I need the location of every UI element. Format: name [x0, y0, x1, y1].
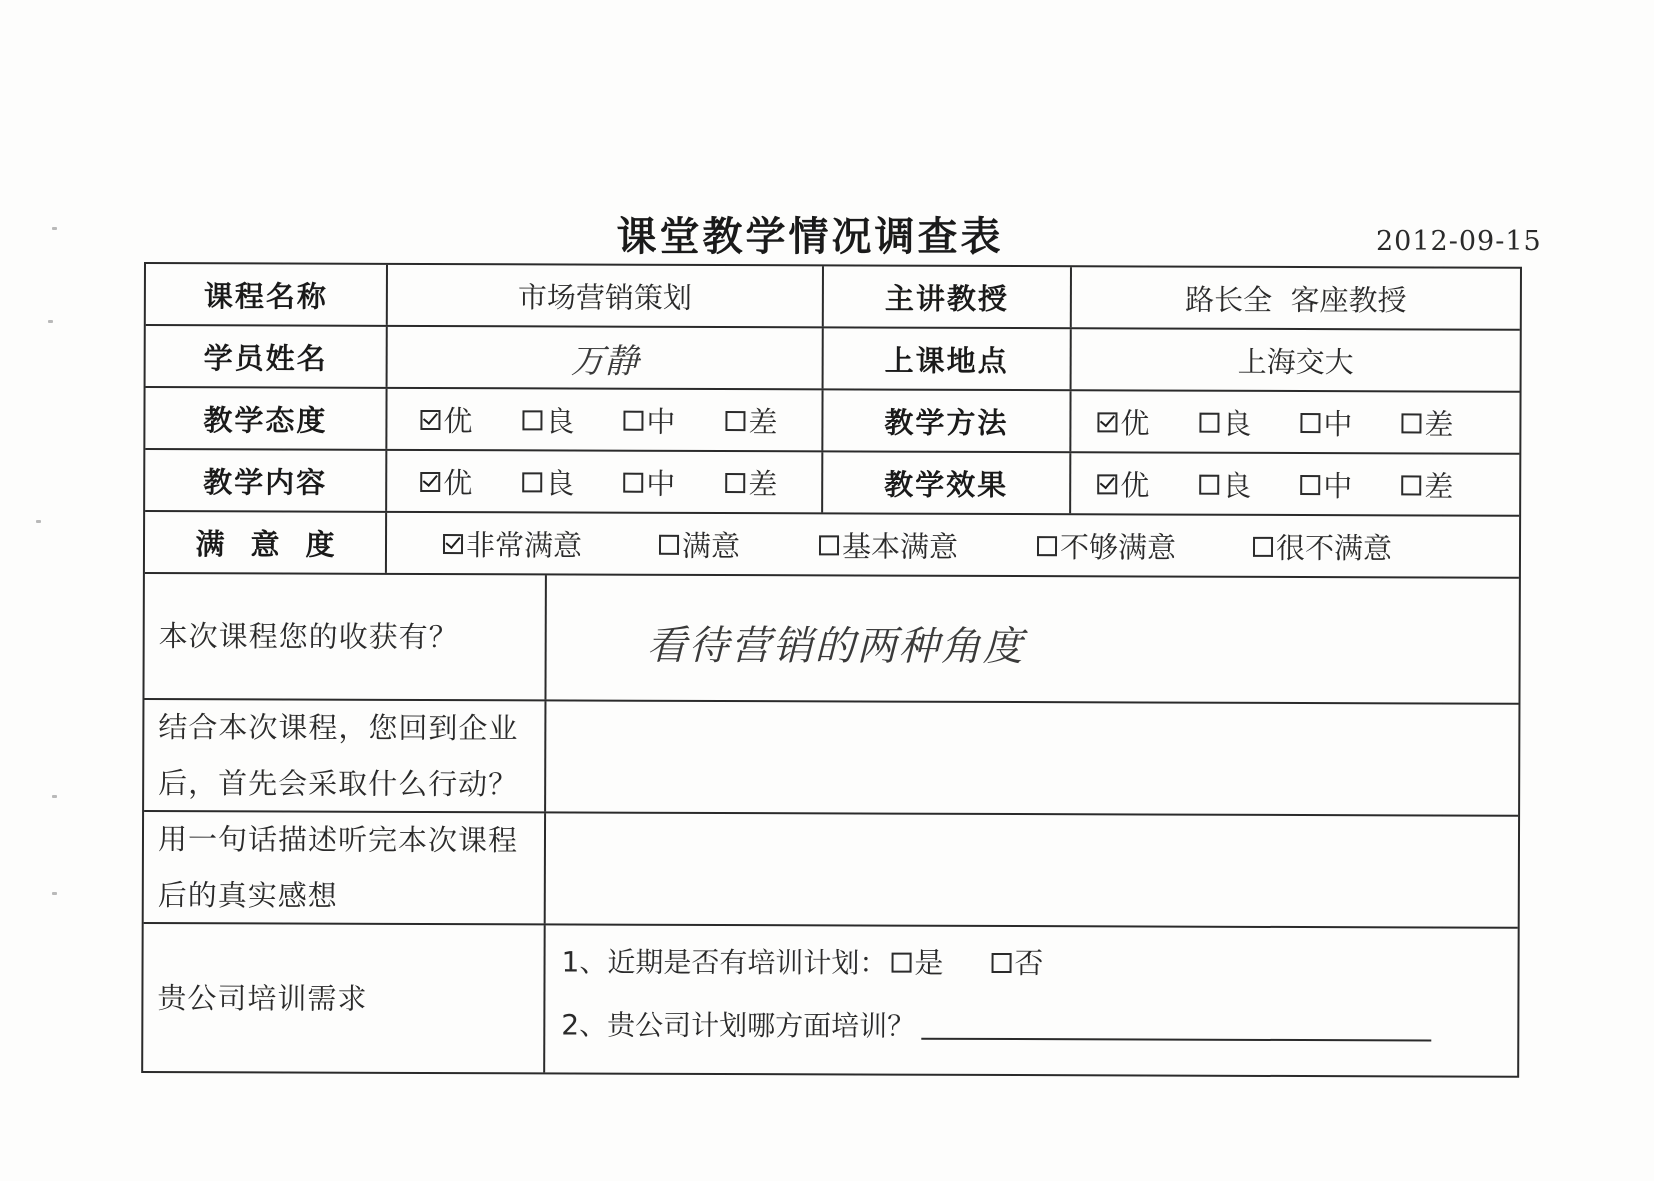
- option-label: 良: [545, 403, 575, 439]
- location-value: 上海交大: [1070, 329, 1520, 391]
- option-label: 很不满意: [1275, 530, 1393, 565]
- action-question-line2: 后，首先会采取什么行动？: [158, 766, 519, 802]
- checkbox-icon[interactable]: [1401, 475, 1421, 495]
- option-label: 良: [545, 465, 575, 501]
- checkbox-icon[interactable]: [1037, 536, 1057, 556]
- option-label: 中: [646, 466, 676, 501]
- attitude-label: 教学态度: [203, 402, 328, 438]
- student-name-field[interactable]: [386, 327, 822, 389]
- checkbox-icon[interactable]: [1401, 413, 1421, 433]
- training-answers: [543, 925, 1518, 1075]
- option-not-satisfied[interactable]: [1037, 525, 1176, 566]
- effect-options: [1069, 453, 1519, 515]
- course-value: 市场营销策划: [386, 265, 822, 327]
- method-label: 教学方法: [821, 390, 1069, 451]
- gain-answer-field[interactable]: [544, 575, 1518, 702]
- gain-question: 本次课程您的收获有？: [158, 619, 459, 655]
- student-row: [146, 326, 1520, 393]
- attitude-options: [385, 389, 821, 451]
- gain-question-cell: [144, 574, 544, 699]
- option-poor[interactable]: [725, 400, 777, 441]
- scan-speck: [36, 520, 41, 523]
- training-area-text: 2、贵公司计划哪方面培训？: [561, 1008, 916, 1043]
- option-label: 优: [443, 403, 473, 438]
- scan-speck: [52, 892, 57, 895]
- option-average[interactable]: [1300, 402, 1352, 443]
- option-excellent[interactable]: [420, 398, 472, 439]
- option-label: 满意: [681, 528, 741, 563]
- option-satisfied[interactable]: [659, 523, 740, 564]
- option-very-unsatisfied[interactable]: [1253, 525, 1392, 566]
- option-basically-satisfied[interactable]: [819, 524, 958, 565]
- option-label: 是: [914, 945, 944, 980]
- checkbox-icon[interactable]: [659, 535, 679, 555]
- checkbox-icon[interactable]: [420, 410, 440, 430]
- option-label: 否: [1014, 946, 1044, 981]
- checkbox-icon[interactable]: [725, 473, 745, 493]
- attitude-row: [145, 388, 1519, 455]
- option-label: 差: [1424, 468, 1454, 504]
- option-label: 中: [646, 404, 676, 439]
- option-good[interactable]: [522, 399, 574, 440]
- student-label: 学员姓名: [203, 340, 328, 376]
- checkbox-icon[interactable]: [1300, 475, 1320, 495]
- option-label: 中: [1323, 406, 1353, 441]
- checkbox-icon[interactable]: [725, 411, 745, 431]
- option-average[interactable]: [1300, 464, 1352, 505]
- effect-label: 教学效果: [821, 452, 1069, 513]
- action-answer-field[interactable]: [544, 701, 1518, 814]
- option-poor[interactable]: [1401, 402, 1453, 443]
- scan-speck: [52, 795, 57, 798]
- feeling-question-cell: [144, 812, 544, 923]
- content-row: [145, 450, 1519, 517]
- option-label: 良: [1222, 406, 1252, 441]
- action-question: [144, 699, 518, 812]
- student-name-handwritten: 万静: [570, 340, 639, 382]
- option-label: 良: [1222, 468, 1252, 503]
- option-excellent[interactable]: [1097, 463, 1149, 504]
- option-good[interactable]: [1199, 463, 1251, 504]
- option-good[interactable]: [522, 461, 574, 502]
- option-label: 优: [1120, 405, 1150, 441]
- training-row: [143, 924, 1518, 1076]
- training-plan-question: [561, 939, 1043, 982]
- training-label: 贵公司培训需求: [157, 980, 368, 1016]
- option-yes[interactable]: [891, 941, 943, 982]
- option-label: 优: [443, 465, 473, 500]
- option-excellent[interactable]: [1097, 401, 1149, 442]
- checkbox-icon[interactable]: [891, 952, 911, 972]
- professor-label: 主讲教授: [822, 266, 1070, 327]
- feeling-question: [144, 811, 518, 924]
- gain-answer-handwritten: 看待营销的两种角度: [646, 622, 1025, 671]
- scan-speck: [52, 227, 57, 230]
- checkbox-icon[interactable]: [1199, 413, 1219, 433]
- feeling-question-line1: 用一句话描述听完本次课程: [157, 822, 519, 858]
- checkbox-icon[interactable]: [1253, 537, 1273, 557]
- option-average[interactable]: [623, 461, 675, 502]
- survey-form: [141, 262, 1522, 1078]
- action-row: [144, 700, 1518, 817]
- option-label: 不够满意: [1059, 529, 1177, 565]
- option-label: 差: [1424, 406, 1454, 442]
- checkbox-icon[interactable]: [443, 534, 463, 554]
- page-title: 课堂教学情况调查表: [616, 214, 1004, 260]
- feeling-question-line2: 后的真实感想: [157, 878, 338, 913]
- option-label: 基本满意: [841, 528, 959, 564]
- action-question-cell: [144, 700, 544, 811]
- satisfaction-label: 满意度: [195, 526, 361, 562]
- course-row: [146, 264, 1520, 331]
- option-label: 差: [748, 404, 778, 439]
- option-poor[interactable]: [1401, 464, 1453, 505]
- checkbox-icon[interactable]: [522, 472, 542, 492]
- course-label: 课程名称: [203, 278, 328, 314]
- training-plan-text: 1、近期是否有培训计划：: [561, 944, 888, 980]
- form-date: 2012-09-15: [1376, 226, 1542, 257]
- training-area-question: [561, 1003, 1431, 1046]
- checkbox-icon[interactable]: [1199, 475, 1219, 495]
- checkbox-icon[interactable]: [623, 473, 643, 493]
- feeling-answer-field[interactable]: [544, 813, 1518, 926]
- option-poor[interactable]: [725, 462, 777, 503]
- training-label-cell: [143, 924, 544, 1072]
- option-label: 中: [1323, 468, 1353, 503]
- option-no[interactable]: [991, 941, 1043, 982]
- content-label: 教学内容: [203, 464, 328, 500]
- scan-speck: [48, 320, 53, 323]
- option-excellent[interactable]: [420, 460, 472, 501]
- option-good[interactable]: [1199, 401, 1251, 442]
- satisfaction-options: [385, 513, 1519, 577]
- checkbox-icon[interactable]: [522, 410, 542, 430]
- checkbox-icon[interactable]: [1300, 413, 1320, 433]
- option-average[interactable]: [623, 399, 675, 440]
- satisfaction-row: [145, 512, 1519, 579]
- professor-value: 路长全 客座教授: [1070, 267, 1520, 329]
- location-label: 上课地点: [822, 328, 1070, 389]
- training-area-blank[interactable]: [921, 1010, 1431, 1042]
- action-question-line1: 结合本次课程，您回到企业: [158, 710, 519, 746]
- feeling-row: [144, 812, 1518, 929]
- checkbox-icon[interactable]: [623, 411, 643, 431]
- checkbox-icon[interactable]: [420, 472, 440, 492]
- option-label: 优: [1120, 467, 1150, 503]
- checkbox-icon[interactable]: [819, 535, 839, 555]
- option-very-satisfied[interactable]: [443, 523, 582, 564]
- content-options: [385, 451, 821, 513]
- method-options: [1069, 391, 1519, 453]
- option-label: 差: [748, 466, 778, 501]
- checkbox-icon[interactable]: [991, 952, 1011, 972]
- checkbox-icon[interactable]: [1097, 412, 1117, 432]
- option-label: 非常满意: [465, 527, 583, 563]
- gain-row: [144, 574, 1518, 705]
- checkbox-icon[interactable]: [1097, 474, 1117, 494]
